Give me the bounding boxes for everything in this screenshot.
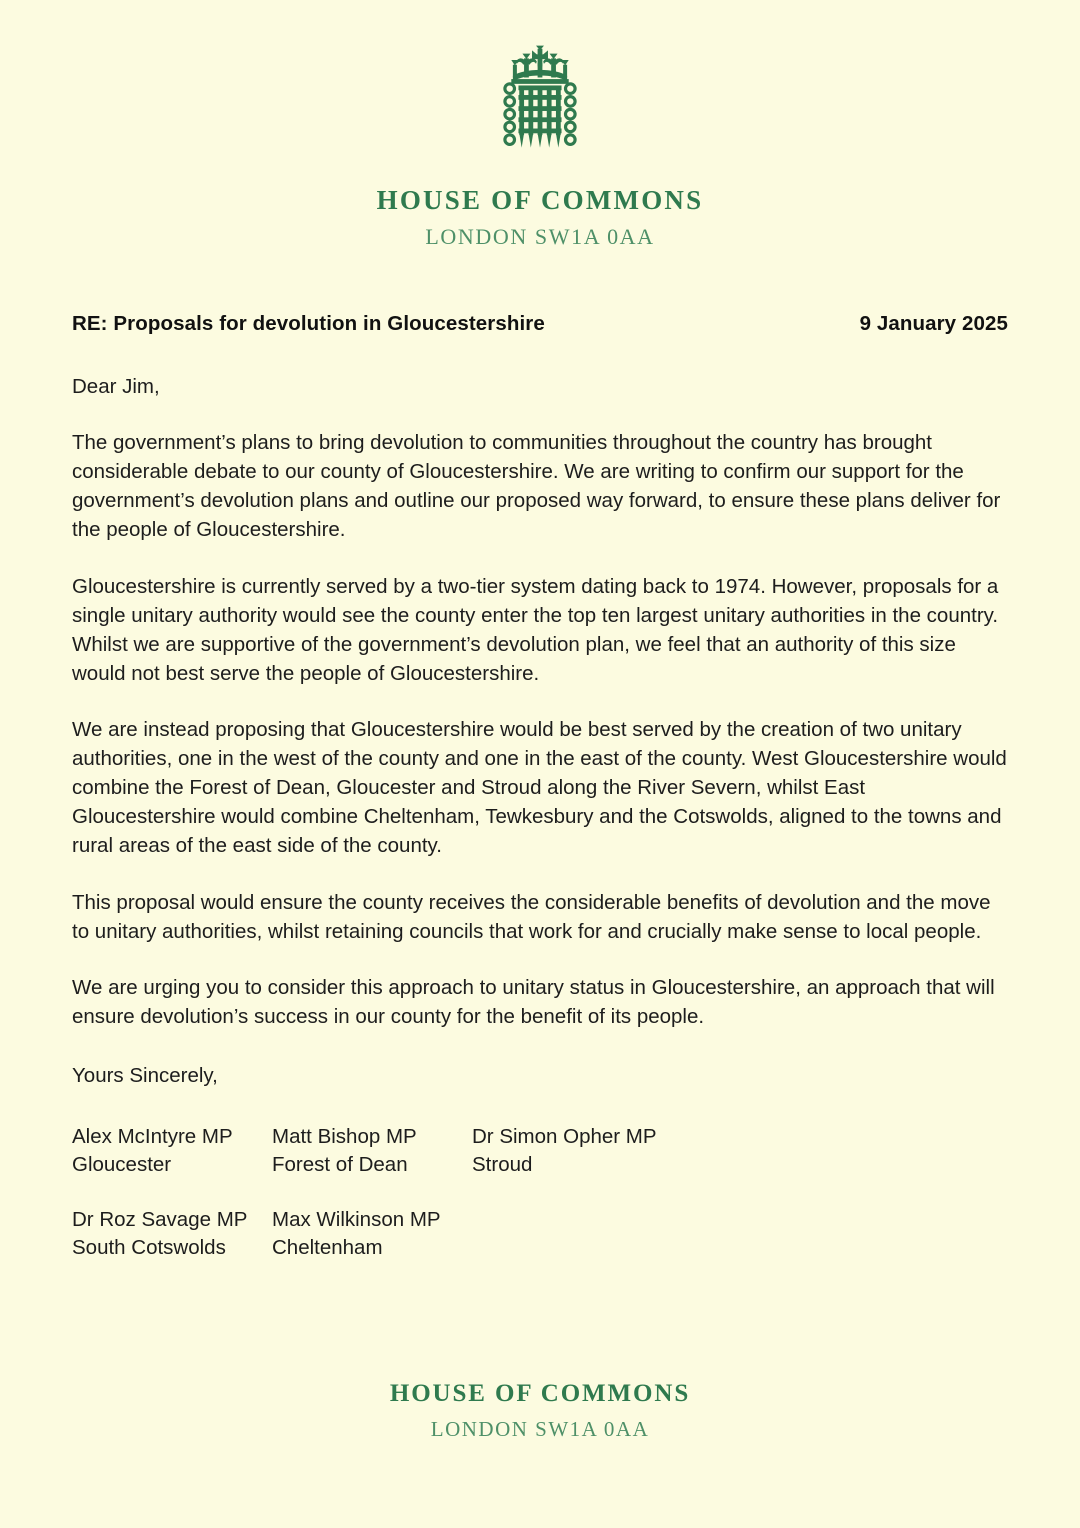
signatory-block <box>72 1123 1008 1262</box>
page-footer <box>0 1380 1080 1441</box>
signatory <box>72 1206 272 1262</box>
body-paragraph-5: We are urging you to consider this approach to unitary status in Gloucestershire, an approach that will ensure devolution’s success in our county for the benefit of its people. <box>72 975 995 1028</box>
signatory-empty <box>472 1206 672 1262</box>
letterhead-address: LONDON SW1A 0AA <box>425 223 655 249</box>
signatory-name: Alex McIntyre MP <box>72 1125 233 1149</box>
signatory <box>472 1123 672 1179</box>
signatory-row <box>72 1206 1008 1262</box>
signatory <box>272 1123 472 1179</box>
body-paragraph-4: This proposal would ensure the county receives the considerable benefits of devolution and the move to unitary authorities, whilst retaining councils that work for and crucially make sense to local people. <box>72 890 991 943</box>
signatory <box>72 1123 272 1179</box>
signatory-constituency: Stroud <box>472 1153 533 1177</box>
body-paragraph-1: The government’s plans to bring devolution to communities throughout the country has brought considerable debate to our county of Gloucestershire. We are writing to confirm our support for the government’s devolution plans and outline our proposed way forward, to ensure these plans deliver for the people of Gloucestershire. <box>72 431 1001 542</box>
body-paragraph-2: Gloucestershire is currently served by a two-tier system dating back to 1974. However, proposals for a single unitary authority would see the county enter the top ten largest unitary authorities in the country. Whilst we are supportive of the government’s devolution plan, we feel that an authority of this size would not best serve the people of Gloucestershire. <box>72 574 999 685</box>
crowned-portcullis-icon <box>492 44 588 162</box>
signatory-name: Max Wilkinson MP <box>272 1208 441 1232</box>
closing-line: Yours Sincerely, <box>72 1063 218 1087</box>
subject-row <box>72 312 1008 336</box>
letterhead <box>0 0 1080 249</box>
signatory <box>272 1206 472 1262</box>
signatory-name: Dr Simon Opher MP <box>472 1125 657 1149</box>
subject-line: RE: Proposals for devolution in Gloucestershire <box>72 312 545 335</box>
signatory-row <box>72 1123 1008 1179</box>
signatory-name: Matt Bishop MP <box>272 1125 417 1149</box>
letterhead-title: HOUSE OF COMMONS <box>376 185 704 215</box>
signatory-constituency: Forest of Dean <box>272 1153 408 1177</box>
signatory-name: Dr Roz Savage MP <box>72 1208 248 1232</box>
body-paragraph-3: We are instead proposing that Gloucestershire would be best served by the creation of two unitary authorities, one in the west of the county and one in the east of the county. West Gloucestershire would combine the Forest of Dean, Gloucester and Stroud along the River Severn, whilst East Gloucestershire would combine Cheltenham, Tewkesbury and the Cotswolds, aligned to the towns and rural areas of the east side of the county. <box>72 717 1007 858</box>
letter-date: 9 January 2025 <box>859 312 1008 335</box>
signatory-constituency: South Cotswolds <box>72 1236 226 1260</box>
salutation: Dear Jim, <box>72 375 160 398</box>
footer-title: HOUSE OF COMMONS <box>389 1380 691 1407</box>
letter-body <box>72 312 1008 1262</box>
signatory-constituency: Cheltenham <box>272 1236 383 1260</box>
signatory-constituency: Gloucester <box>72 1153 172 1177</box>
footer-address: LONDON SW1A 0AA <box>430 1416 650 1441</box>
